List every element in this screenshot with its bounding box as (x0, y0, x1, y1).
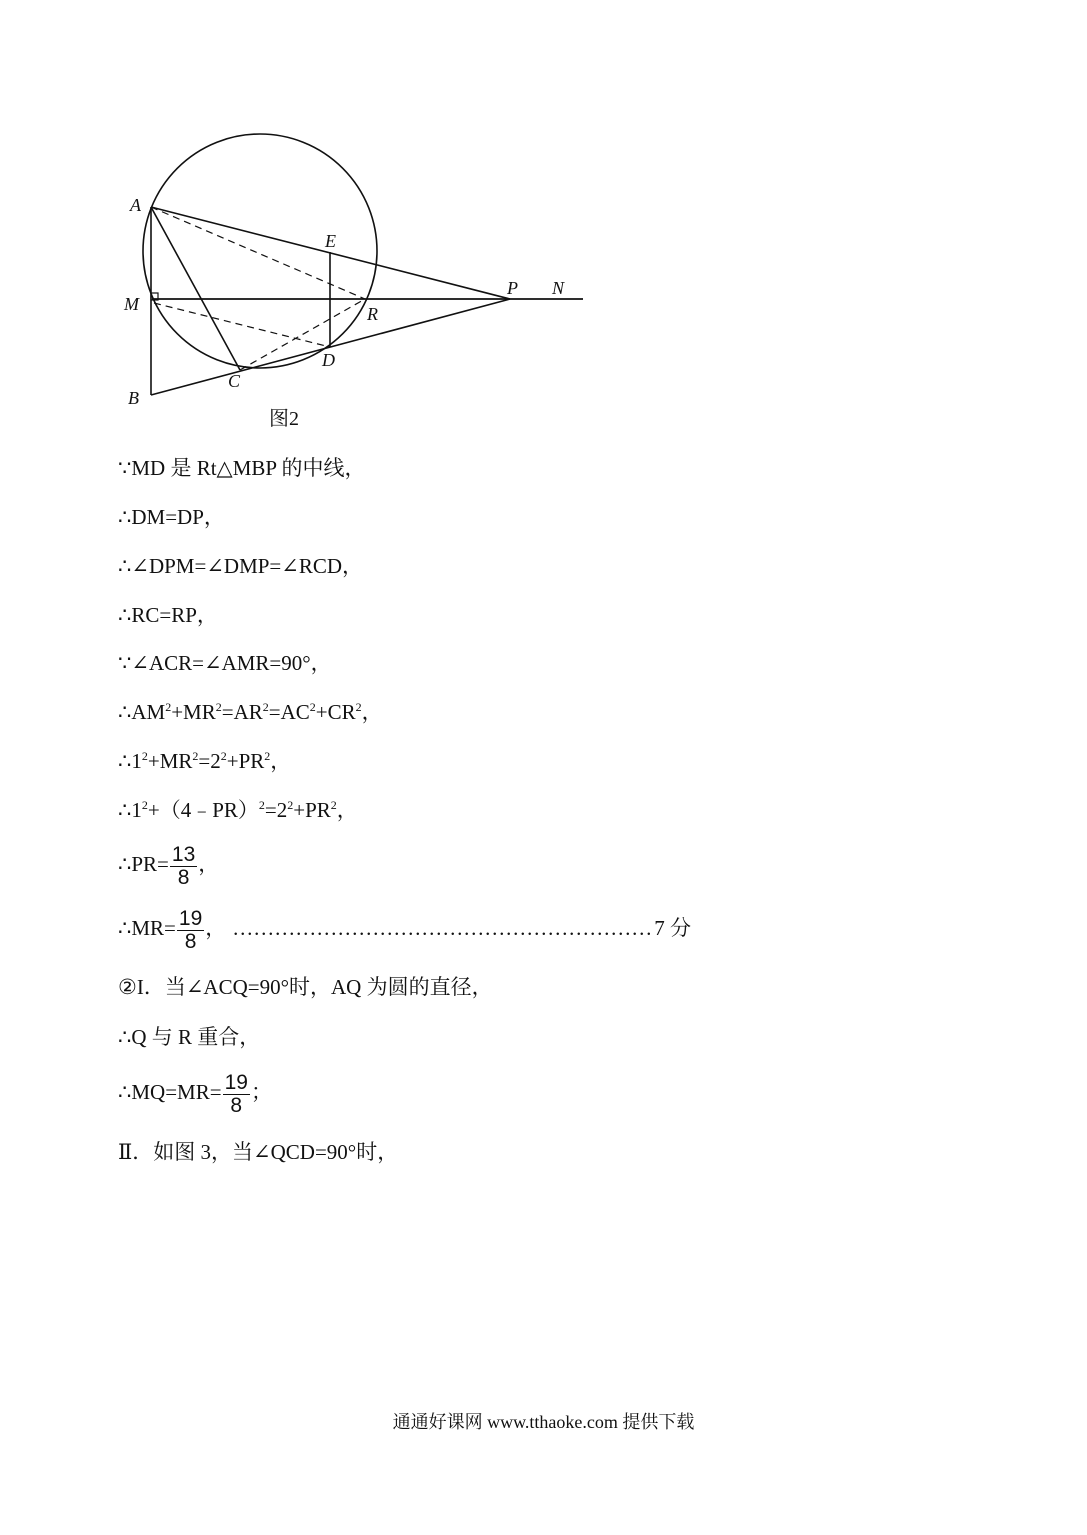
segment-AC (151, 207, 240, 370)
label-A: A (130, 195, 141, 215)
label-E: E (325, 231, 336, 251)
line-2: ∴DM=DP， (118, 505, 225, 529)
figure-caption: 图2 (269, 408, 299, 430)
line-1: ∵MD 是 Rt△MBP 的中线， (118, 456, 366, 480)
equation-2: $\therefore 1^2+(4﹣PR)^2=2^2+PR^2$， (118, 798, 358, 822)
dashed-MD (154, 303, 330, 347)
line-5: ∵∠ACR=∠AMR=90°， (118, 651, 332, 675)
label-B: B (128, 388, 139, 408)
geometry-figure (118, 125, 598, 435)
fraction-mr: $\frac{19}{8}$ (178, 906, 203, 953)
equation-pr: ∴PR= $\frac{13}{8}$ ， (118, 842, 220, 889)
label-M: M (124, 294, 139, 314)
label-R: R (367, 304, 378, 324)
equation-1: $\therefore 1^2+MR^2=2^2+PR^2$， (118, 749, 292, 773)
line-4: ∴RC=RP， (118, 603, 218, 627)
fraction-pr: $\frac{13}{8}$ (171, 842, 196, 889)
case-1: ②I．当∠ACQ=90°时，AQ 为圆的直径， (118, 975, 493, 999)
footer: 通通好课网 www.tthaoke.com 提供下载 (392, 1412, 695, 1432)
fraction-mq: $\frac{19}{8}$ (224, 1070, 248, 1117)
equation-mr: ∴MR= $\frac{19}{8}$ ， ……………………………………………………7 分 (118, 906, 691, 953)
circle (143, 134, 377, 368)
equation-am: $\therefore AM^2+MR^2=AR^2=AC^2+CR^2$， (118, 700, 383, 724)
label-D: D (322, 350, 335, 370)
score-dots: …………………………………………………… (232, 916, 653, 940)
label-N: N (552, 278, 565, 298)
score: 7 分 (654, 916, 691, 940)
case-1-conclusion: ∴Q 与 R 重合， (118, 1025, 261, 1049)
label-P: P (507, 278, 518, 298)
label-C: C (228, 371, 241, 391)
equation-mq: ∴MQ=MR= $\frac{19}{8}$ ； (118, 1070, 272, 1117)
case-2: Ⅱ．如图 3，当∠QCD=90°时， (118, 1140, 399, 1164)
line-3: ∴∠DPM=∠DMP=∠RCD， (118, 554, 364, 578)
